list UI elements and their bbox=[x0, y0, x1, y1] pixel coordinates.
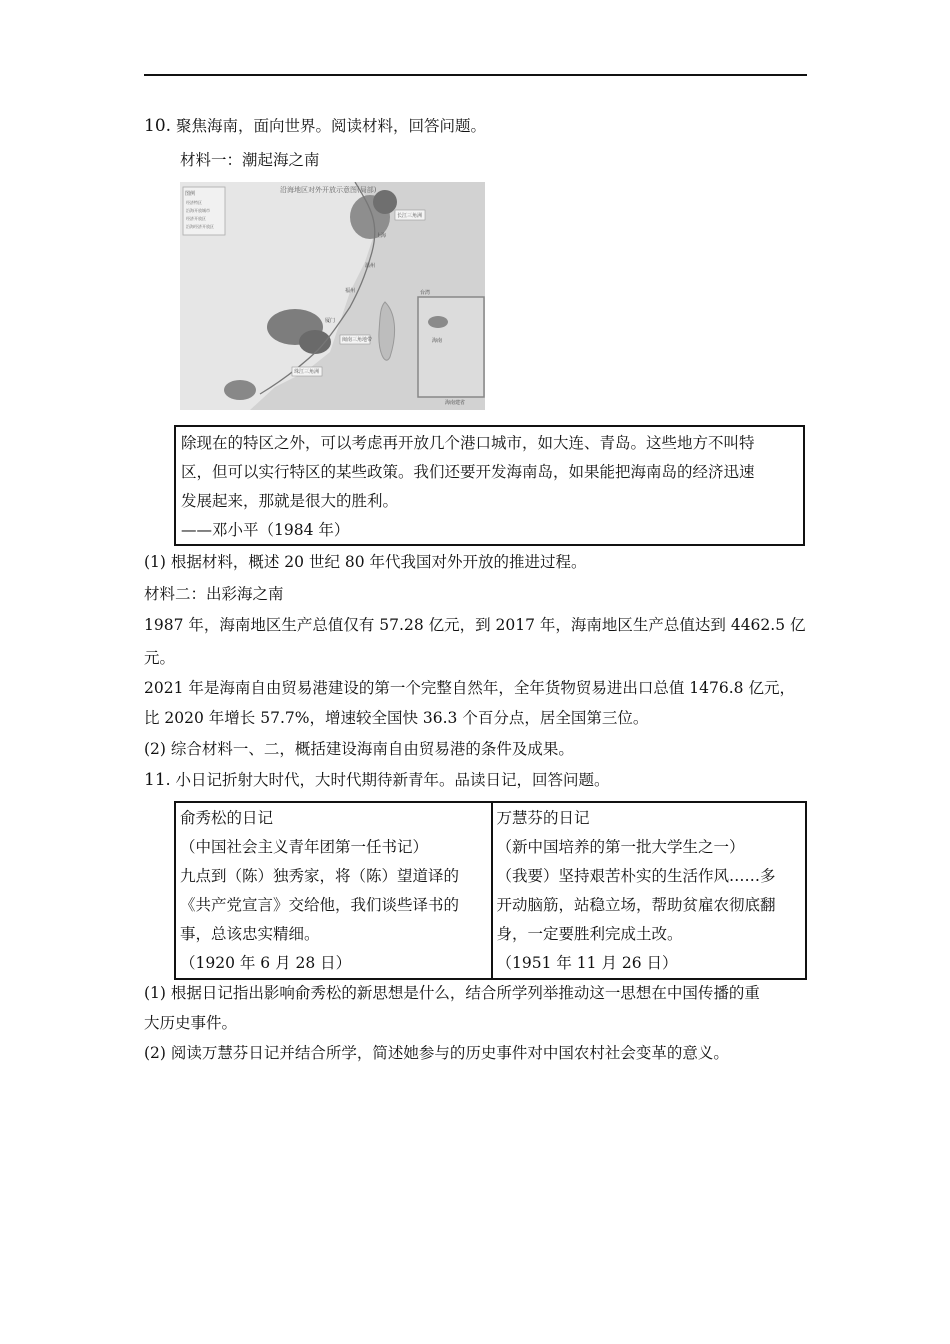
svg-text:厦门: 厦门 bbox=[325, 318, 336, 324]
diary-right-line-3: 身，一定要胜利完成土改。 bbox=[496, 925, 683, 943]
svg-text:台湾: 台湾 bbox=[420, 290, 431, 296]
quote-line-2: 区，但可以实行特区的某些政策。我们还要开发海南岛，如果能把海南岛的经济迅速 bbox=[181, 463, 755, 481]
map-graphic bbox=[180, 182, 485, 410]
material1-title: 材料一：潮起海之南 bbox=[180, 151, 320, 169]
diary-left-line-2: 《共产党宣言》交给他，我们谈些译书的 bbox=[180, 896, 460, 914]
material2-line-4: 比 2020 年增长 57.7%，增速较全国快 36.3 个百分点，居全国第三位。 bbox=[144, 709, 649, 727]
svg-text:闽南三角地带: 闽南三角地带 bbox=[342, 337, 373, 343]
diary-right-line-1: （我要）坚持艰苦朴实的生活作风……多 bbox=[496, 867, 776, 885]
diary-left-date: （1920 年 6 月 28 日） bbox=[180, 954, 352, 972]
svg-text:沿海经济开放区: 沿海经济开放区 bbox=[186, 224, 214, 229]
svg-text:经济开放区: 经济开放区 bbox=[186, 216, 206, 221]
deng-xiaoping-quote-box bbox=[174, 425, 805, 546]
diary-left-role: （中国社会主义青年团第一任书记） bbox=[180, 838, 429, 856]
diary-right-column bbox=[491, 803, 806, 978]
svg-text:福州: 福州 bbox=[345, 288, 356, 294]
q10-number: 10. bbox=[144, 116, 172, 136]
diary-right-date: （1951 年 11 月 26 日） bbox=[496, 954, 678, 972]
diary-left-line-1: 九点到（陈）独秀家，将（陈）望道译的 bbox=[180, 867, 460, 885]
svg-text:长江三角洲: 长江三角洲 bbox=[397, 213, 423, 219]
material2-line-3: 2021 年是海南自由贸易港建设的第一个完整自然年，全年货物贸易进出口总值 1476.8 亿元， bbox=[144, 679, 795, 697]
quote-line-3: 发展起来，那就是很大的胜利。 bbox=[181, 492, 399, 510]
svg-text:上海: 上海 bbox=[376, 233, 387, 239]
svg-text:温州: 温州 bbox=[365, 263, 376, 269]
q11-stem: . 小日记折射大时代，大时代期待新青年。品读日记，回答问题。 bbox=[165, 771, 610, 789]
diary-left-line-3: 事，总该忠实精细。 bbox=[180, 925, 320, 943]
q11-sub1-line-1: (1) 根据日记指出影响俞秀松的新思想是什么，结合所学列举推动这一思想在中国传播的重 bbox=[144, 984, 760, 1002]
material2-line-1: 1987 年，海南地区生产总值仅有 57.28 亿元，到 2017 年，海南地区生产总值达到 4462.5 亿 bbox=[144, 616, 806, 634]
svg-text:沿海开放城市: 沿海开放城市 bbox=[186, 208, 210, 213]
q11-sub1-line-2: 大历史事件。 bbox=[144, 1014, 238, 1032]
q11-sub2: (2) 阅读万慧芬日记并结合所学，简述她参与的历史事件对中国农村社会变革的意义。 bbox=[144, 1044, 729, 1062]
q10-stem-line bbox=[144, 111, 486, 141]
coastal-opening-map bbox=[180, 182, 485, 410]
q10-stem: 聚焦海南，面向世界。阅读材料，回答问题。 bbox=[175, 117, 486, 135]
svg-text:海南建省: 海南建省 bbox=[445, 400, 466, 406]
quote-line-1: 除现在的特区之外，可以考虑再开放几个港口城市，如大连、青岛。这些地方不叫特 bbox=[181, 434, 755, 452]
svg-text:海南: 海南 bbox=[432, 338, 443, 344]
quote-attribution: ——邓小平（1984 年） bbox=[181, 521, 350, 539]
svg-text:珠江三角洲: 珠江三角洲 bbox=[294, 369, 320, 375]
diary-table bbox=[174, 801, 807, 980]
header-rule bbox=[144, 74, 807, 76]
svg-text:经济特区: 经济特区 bbox=[186, 200, 202, 205]
q11-number: 11 bbox=[144, 770, 166, 790]
diary-right-title: 万慧芬的日记 bbox=[496, 809, 590, 827]
diary-left-title: 俞秀松的日记 bbox=[180, 809, 274, 827]
q10-sub2: (2) 综合材料一、二，概括建设海南自由贸易港的条件及成果。 bbox=[144, 740, 574, 758]
q10-sub1: (1) 根据材料，概述 20 世纪 80 年代我国对外开放的推进过程。 bbox=[144, 553, 587, 571]
svg-text:沿海地区对外开放示意图(局部): 沿海地区对外开放示意图(局部) bbox=[280, 186, 377, 194]
material2-line-2: 元。 bbox=[144, 649, 176, 667]
q11-stem-line bbox=[144, 765, 610, 795]
diary-right-role: （新中国培养的第一批大学生之一） bbox=[496, 838, 745, 856]
svg-text:图例: 图例 bbox=[185, 191, 196, 197]
diary-left-column bbox=[176, 803, 491, 978]
material2-title: 材料二：出彩海之南 bbox=[144, 585, 284, 603]
diary-right-line-2: 开动脑筋，站稳立场，帮助贫雇农彻底翻 bbox=[496, 896, 776, 914]
